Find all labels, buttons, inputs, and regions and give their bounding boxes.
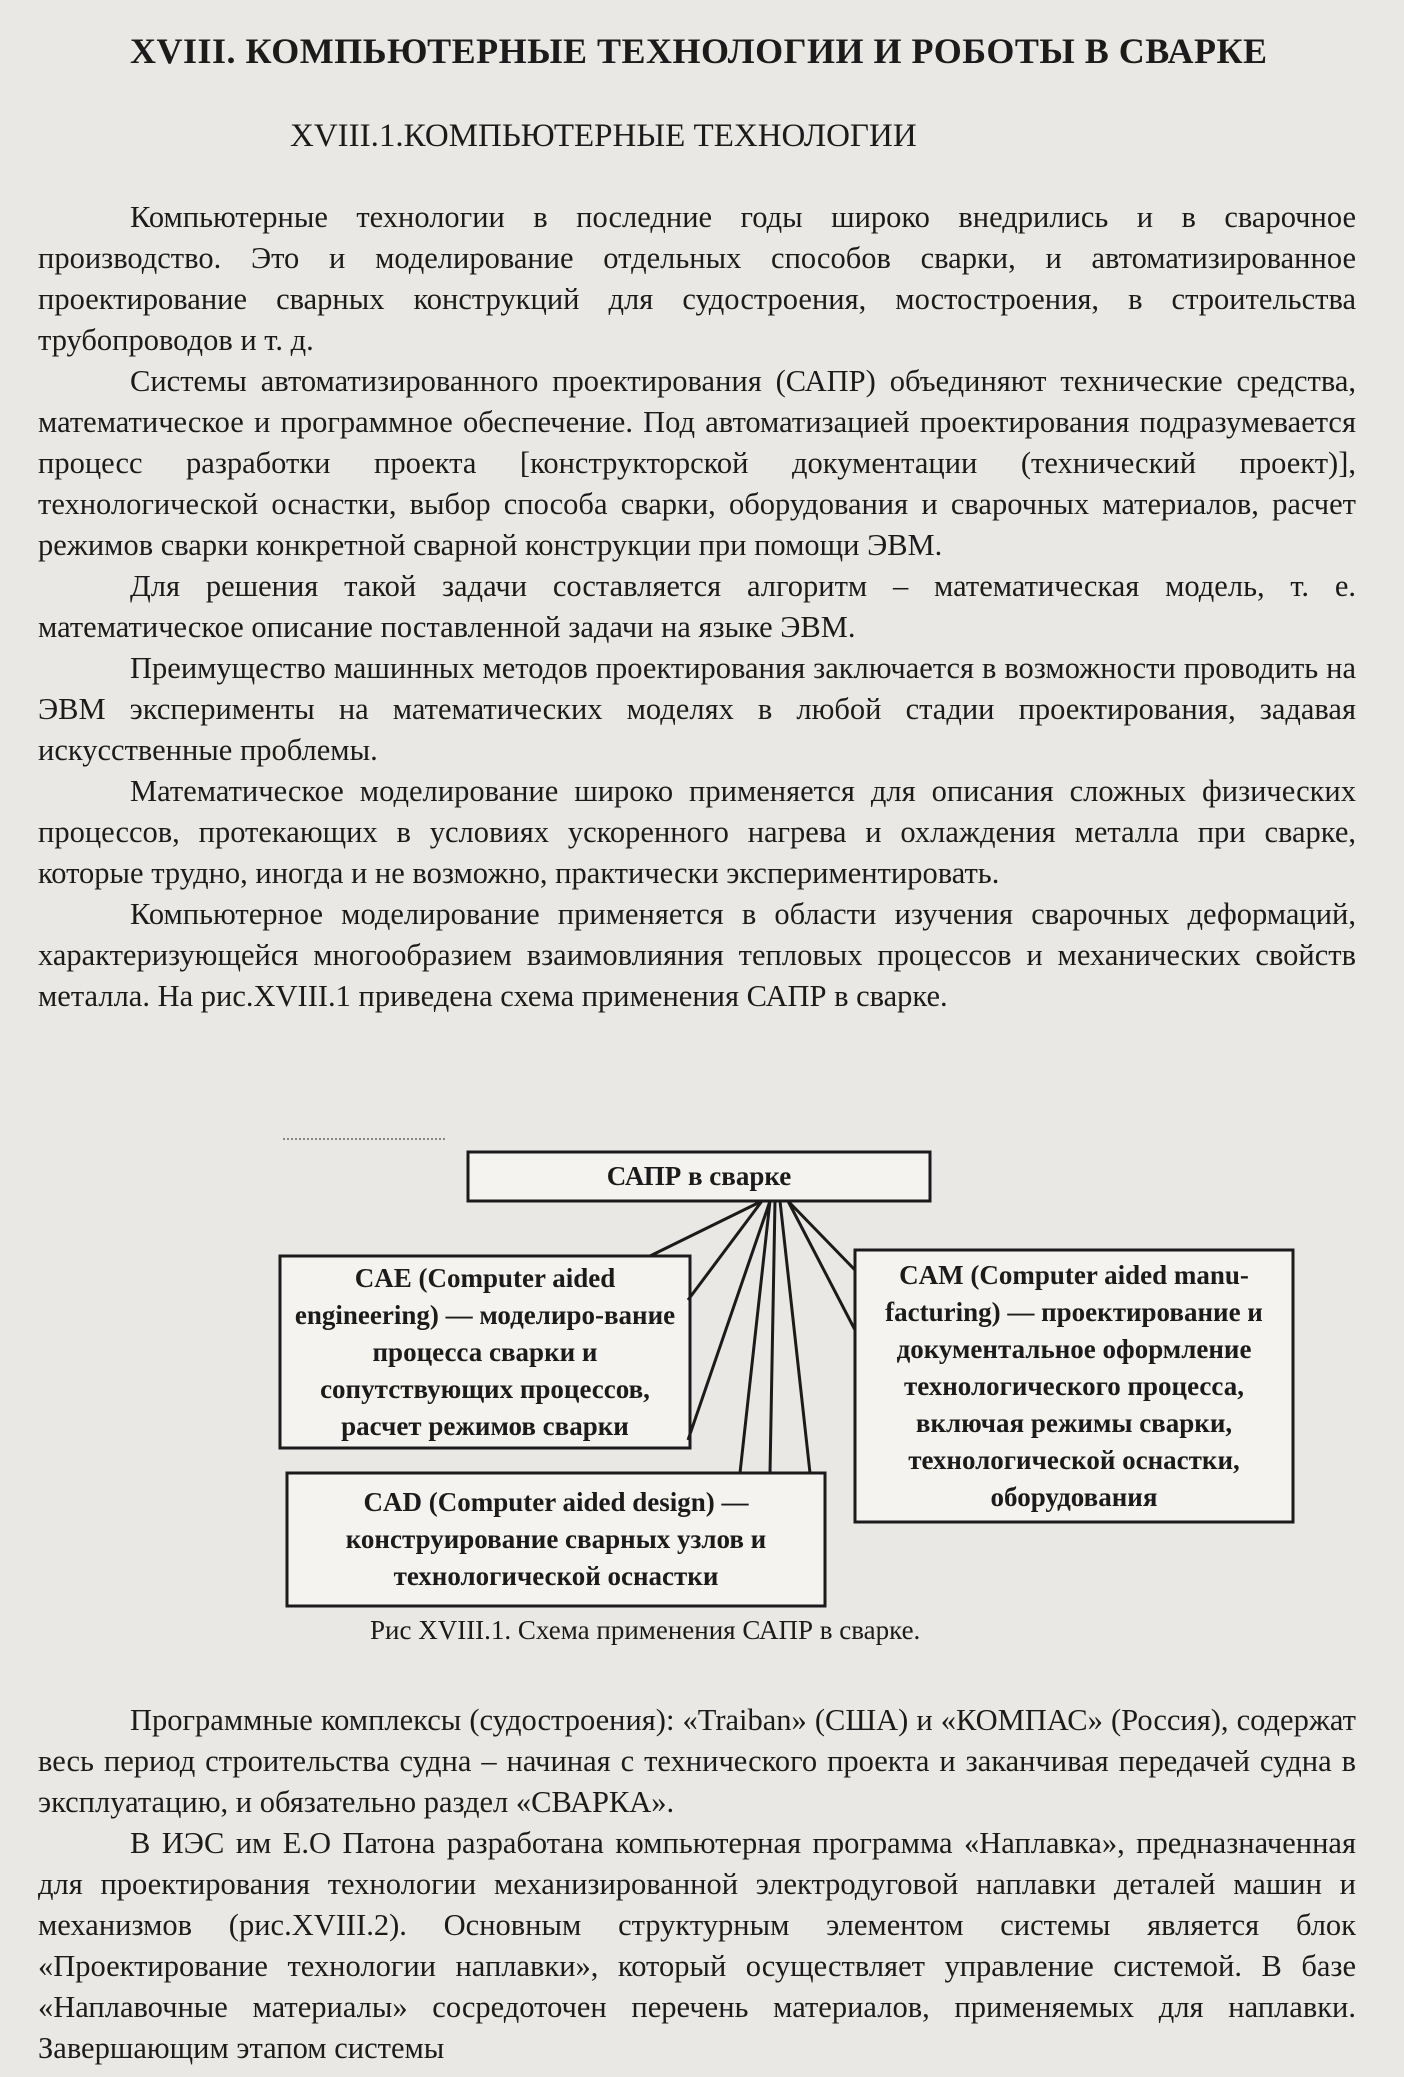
diagram-bottom-label: CAD (Computer aided design) — конструирование сварных узлов и технологической оснастки <box>345 1487 767 1591</box>
figure-caption: Рис XVIII.1. Схема применения САПР в сварке. <box>370 1615 921 1645</box>
paragraph: Преимущество машинных методов проектирования заключается в возможности проводить на ЭВМ эксперименты на математических моделях в любой стадии проектирования, задавая искусственные проблемы. <box>38 651 1356 767</box>
paragraph: Компьютерные технологии в последние годы широко внедрились и в сварочное производство. Это и моделирование отдельных способов сварки, и автоматизированное проектирование сварных конструкций для судостроения, мостостроения, в строительства трубопроводов и т. д. <box>38 200 1356 357</box>
paragraph: Компьютерное моделирование применяется в области изучения сварочных деформаций, характеризующейся многообразием взаимовлияния тепловых процессов и механических свойств металла. На рис.XVIII.1 приведена схема применения САПР в сварке. <box>38 897 1356 1013</box>
paragraph: Программные комплексы (судостроения): «Traiban» (США) и «КОМПАС» (Россия), содержат весь период строительства судна – начиная с технического проекта и заканчивая передачей судна в эксплуатацию, и обязательно раздел «СВАРКА». <box>38 1703 1356 1819</box>
paragraph: Для решения такой задачи составляется алгоритм – математическая модель, т. е. математическое описание поставленной задачи на языке ЭВМ. <box>38 569 1356 644</box>
section-heading: XVIII.1.КОМПЬЮТЕРНЫЕ ТЕХНОЛОГИИ <box>290 118 917 154</box>
chapter-heading: XVIII. КОМПЬЮТЕРНЫЕ ТЕХНОЛОГИИ И РОБОТЫ В СВАРКЕ <box>130 31 1268 71</box>
body-text-bottom <box>38 1700 1356 2069</box>
diagram-left-label: CAE (Computer aided engineering) — моделиро-вание процесса сварки и сопутствующих процессов, расчет режимов сварки <box>294 1262 676 1441</box>
diagram-right-label: CAM (Computer aided manu-facturing) — проектирование и документальное оформление технологического процесса, включая режимы сварки, технологической оснастки, оборудования <box>885 1259 1263 1512</box>
diagram-top-label: САПР в сварке <box>606 1161 792 1191</box>
paragraph: В ИЭС им Е.О Патона разработана компьютерная программа «Наплавка», предназначенная для проектирования технологии механизированной электродуговой наплавки деталей машин и механизмов (рис.XVIII.2). Основным структурным элементом системы является блок «Проектирование технологии наплавки», который осуществляет управление системой. В базе «Наплавочные материалы» сосредоточен перечень материалов, применяемых для наплавки. Завершающим этапом системы <box>38 1826 1356 2065</box>
paragraph: Системы автоматизированного проектирования (САПР) объединяют технические средства, математическое и программное обеспечение. Под автоматизацией проектирования подразумевается процесс разработки проекта [конструкторской документации (технический проект)], технологической оснастки, выбор способа сварки, оборудования и сварочных материалов, расчет режимов сварки конкретной сварной конструкции при помощи ЭВМ. <box>38 364 1356 562</box>
paragraph: Математическое моделирование широко применяется для описания сложных физических процессов, протекающих в условиях ускоренного нагрева и охлаждения металла при сварке, которые трудно, иногда и не возможно, практически экспериментировать. <box>38 774 1356 890</box>
